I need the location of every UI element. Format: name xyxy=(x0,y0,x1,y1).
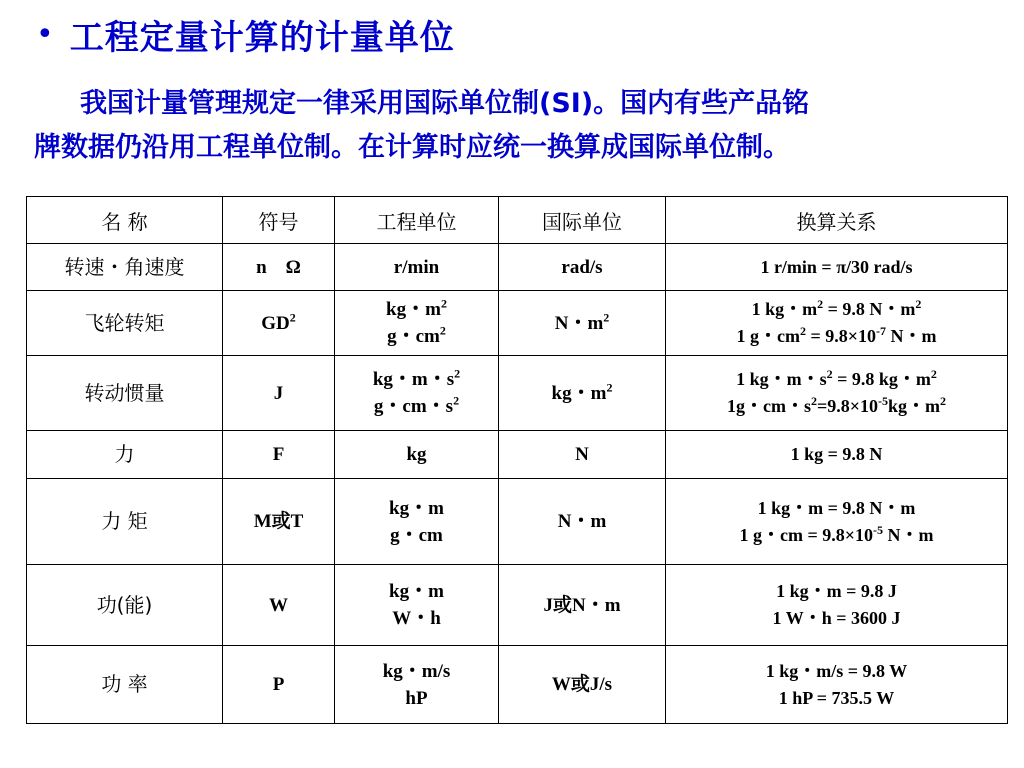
cell-conversion xyxy=(666,431,1008,479)
cell-symbol: J xyxy=(223,356,335,431)
cell-conversion xyxy=(666,244,1008,291)
cell-line: g・cm・$s^2$ xyxy=(373,393,460,417)
cell-name: 飞轮转矩 xyxy=(27,291,223,356)
cell-symbol: P xyxy=(223,646,335,724)
cell-line: 1 kg・m・$s^2 = 9.8$ kg・$m^2$ xyxy=(736,367,937,389)
title-row xyxy=(36,10,455,59)
table-row xyxy=(27,431,1008,479)
cell-eng-unit xyxy=(335,431,499,479)
cell-si-unit xyxy=(499,244,666,291)
cell-symbol: M或T xyxy=(223,479,335,565)
header-name: 名 称 xyxy=(27,197,223,244)
cell-line: 1 hP = 735.5 W xyxy=(778,687,895,708)
cell-conversion xyxy=(666,291,1008,356)
cell-line: 1 g・cm = $9.8\times 10^{-5}$ N・m xyxy=(739,522,934,545)
table-header-row xyxy=(27,197,1008,244)
cell-line: hP xyxy=(405,687,428,709)
cell-conversion xyxy=(666,479,1008,565)
cell-conversion xyxy=(666,646,1008,724)
cell-line: N xyxy=(575,444,589,465)
cell-line: kg・m・$s^2$ xyxy=(372,366,461,390)
cell-line: kg・m/s xyxy=(382,660,451,682)
cell-eng-unit xyxy=(335,565,499,646)
cell-conversion xyxy=(666,565,1008,646)
cell-line: 1 kg・m = 9.8 J xyxy=(776,581,897,601)
cell-eng-unit xyxy=(335,356,499,431)
cell-symbol: W xyxy=(223,565,335,646)
cell-line: 1 kg = 9.8 N xyxy=(790,444,883,464)
header-si-unit: 国际单位 xyxy=(499,197,666,244)
cell-line: 1 kg・m/s = 9.8 W xyxy=(765,660,908,681)
table-body xyxy=(27,244,1008,724)
table-row xyxy=(27,356,1008,431)
cell-line: g・$cm^2$ xyxy=(387,323,446,347)
cell-name: 力 xyxy=(27,431,223,479)
cell-line: 1 kg・m = 9.8 N・m xyxy=(757,497,916,518)
cell-si-unit xyxy=(499,479,666,565)
cell-line: kg・$m^2$ xyxy=(386,296,447,320)
cell-symbol: F xyxy=(223,431,335,479)
cell-line: 1 kg・$m^2 = 9.8$ N・$m^2$ xyxy=(751,297,922,319)
table-row xyxy=(27,479,1008,565)
cell-line: W或J/s xyxy=(551,674,613,695)
table-row xyxy=(27,646,1008,724)
table-row xyxy=(27,565,1008,646)
cell-line: 1 W・h = 3600 J xyxy=(772,608,901,628)
cell-eng-unit xyxy=(335,291,499,356)
cell-si-unit xyxy=(499,291,666,356)
header-symbol: 符号 xyxy=(223,197,335,244)
cell-line: N・m xyxy=(557,511,607,532)
cell-line: N・$m^2$ xyxy=(554,310,610,334)
bullet-icon: • xyxy=(36,16,54,52)
table-row xyxy=(27,244,1008,291)
units-table xyxy=(26,196,1008,724)
intro-line-2: 牌数据仍沿用工程单位制。在计算时应统一换算成国际单位制。 xyxy=(34,132,790,163)
header-eng-unit: 工程单位 xyxy=(335,197,499,244)
cell-symbol: $GD^2$ xyxy=(223,291,335,356)
cell-line: 1 r/min = π/30 rad/s xyxy=(760,256,913,277)
cell-line: 1 g・$cm^2 = 9.8\times 10^{-7}$ N・m xyxy=(736,324,937,346)
cell-si-unit xyxy=(499,431,666,479)
cell-eng-unit xyxy=(335,244,499,291)
cell-si-unit xyxy=(499,356,666,431)
cell-name: 功(能) xyxy=(27,565,223,646)
cell-line: W・h xyxy=(392,608,441,629)
cell-line: kg・m xyxy=(389,581,444,602)
cell-line: r/min xyxy=(393,256,440,278)
cell-line: g・cm xyxy=(390,524,443,546)
table-row xyxy=(27,291,1008,356)
header-conversion: 换算关系 xyxy=(666,197,1008,244)
cell-line: kg・$m^2$ xyxy=(551,380,613,404)
cell-line: 1g・cm・$s^2=9.8\times 10^{-5}kg$・$m^2$ xyxy=(726,394,947,416)
cell-conversion xyxy=(666,356,1008,431)
cell-line: rad/s xyxy=(561,256,603,278)
cell-name: 转动惯量 xyxy=(27,356,223,431)
intro-line-1: 我国计量管理规定一律采用国际单位制(SI)。国内有些产品铭 xyxy=(80,88,810,119)
cell-line: J或N・m xyxy=(543,594,621,616)
cell-eng-unit xyxy=(335,479,499,565)
cell-line: kg xyxy=(406,444,427,465)
cell-name: 力 矩 xyxy=(27,479,223,565)
cell-si-unit xyxy=(499,565,666,646)
cell-name: 功 率 xyxy=(27,646,223,724)
cell-eng-unit xyxy=(335,646,499,724)
cell-si-unit xyxy=(499,646,666,724)
cell-name: 转速・角速度 xyxy=(27,244,223,291)
cell-line: kg・m xyxy=(389,497,444,519)
intro-paragraph xyxy=(34,82,994,170)
cell-symbol: n Ω xyxy=(223,244,335,291)
slide-title: 工程定量计算的计量单位 xyxy=(69,18,455,58)
